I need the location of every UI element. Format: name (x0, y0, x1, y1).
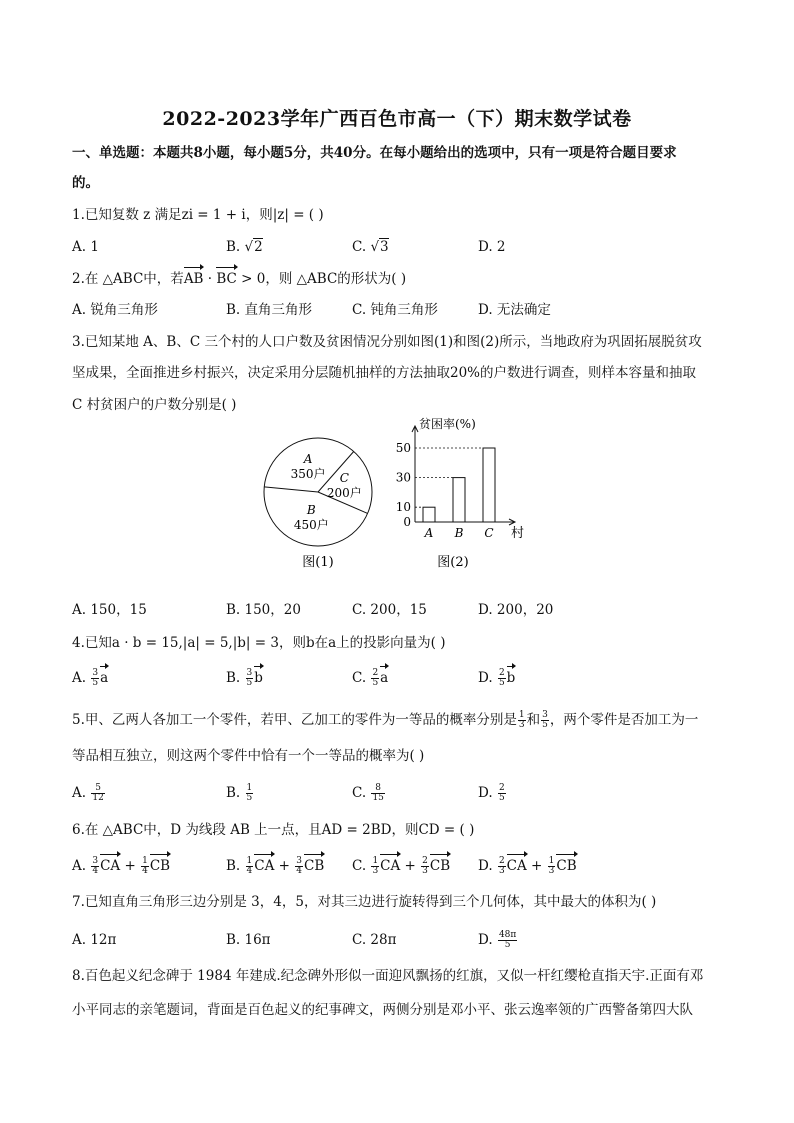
q7-option-c: C. 28π (352, 932, 397, 948)
bar-x-tick-A: A (424, 526, 434, 540)
bar-x-tick-B: B (454, 526, 464, 540)
question-7-options (72, 930, 722, 950)
question-2-options (72, 300, 722, 320)
bar-chart (396, 416, 524, 570)
bar-y-tick-0: 0 (403, 515, 411, 529)
q7-option-a: A. 12π (72, 932, 117, 948)
q6-option-b: B. $\frac{1}{4}$ CA + $\frac{3}{4}$ CB (226, 856, 325, 876)
q6-option-c: C. $\frac{1}{3}$ CA + $\frac{2}{3}$ CB (352, 856, 451, 876)
pie-value-C: 200户 (326, 486, 362, 501)
bar-y-tick-30: 30 (395, 470, 411, 485)
bar-y-label: 贫困率(%) (419, 417, 476, 431)
question-6-options (72, 856, 722, 876)
section-heading-cont: 的。 (72, 175, 99, 191)
question-6-stem: 6.在 △ABC中，D 为线段 AB 上一点，且AD = 2BD，则CD = ( ) (72, 822, 475, 838)
q1-option-b: B. √2 (226, 239, 263, 255)
q2-option-d: D. 无法确定 (478, 302, 551, 318)
q6-option-d: D. $\frac{2}{3}$ CA + $\frac{1}{3}$ CB (478, 856, 577, 876)
q4-option-b: B. $\frac{3}{5}$ b (226, 668, 263, 688)
q1-option-d: D. 2 (478, 239, 506, 255)
question-3-line1: 3.已知某地 A、B、C 三个村的人口户数及贫困情况分别如图(1)和图(2)所示，当地政府为巩固拓展脱贫攻 (72, 334, 702, 350)
pie-slice-A (264, 487, 318, 492)
pie-value-A: 350户 (290, 466, 326, 481)
q4-option-a: A. $\frac{3}{5}$ a (72, 668, 109, 688)
question-3-figures (260, 414, 530, 574)
q3-option-b: B. 150，20 (226, 602, 301, 618)
bar-y-tick-10: 10 (395, 500, 411, 515)
q2-option-a: A. 锐角三角形 (72, 302, 158, 318)
q5-option-b: B. $\frac{1}{5}$ (226, 783, 253, 803)
bar-C (483, 448, 495, 522)
q5-option-a: A. $\frac{5}{12}$ (72, 783, 104, 803)
question-8-line1: 8.百色起义纪念碑于 1984 年建成.纪念碑外形似一面迎风飘扬的红旗，又似一杆红缨枪直指天宇.正面有邓 (72, 968, 704, 984)
pie-value-B: 450户 (293, 518, 329, 533)
pie-caption: 图(1) (302, 555, 334, 570)
bar-x-label: 村 (511, 526, 525, 541)
question-1-stem: 1.已知复数 z 满足zi = 1 + i，则|z| = ( ) (72, 207, 324, 223)
q5-option-d: D. $\frac{2}{5}$ (478, 783, 505, 803)
question-5-options (72, 783, 722, 803)
question-4-stem: 4.已知a · b = 15,|a| = 5,|b| = 3，则b在a上的投影向量为( ) (72, 635, 446, 651)
pie-label-A: A (303, 451, 313, 466)
q6-option-a: A. $\frac{3}{4}$ CA + $\frac{1}{4}$ CB (72, 856, 171, 876)
question-5-line1: 5.甲、乙两人各加工一个零件，若甲、乙加工的零件为一等品的概率分别是 $\frac{1}{3}$ 和 $\frac{3}{5}$ ，两个零件是否加工为一 (72, 710, 699, 730)
q5-option-c: C. $\frac{8}{15}$ (352, 783, 384, 803)
pie-chart (264, 438, 372, 570)
bar-caption: 图(2) (437, 555, 469, 570)
pie-label-B: B (306, 503, 316, 518)
question-1-options (72, 237, 722, 257)
q4-option-c: C. $\frac{2}{5}$ a (352, 668, 389, 688)
q4-option-d: D. $\frac{2}{5}$ b (478, 668, 516, 688)
bar-x-tick-C: C (484, 526, 494, 540)
question-3-line3: C 村贫困户的户数分别是( ) (72, 397, 237, 413)
pie-label-C: C (339, 471, 349, 486)
q7-option-d: D. $\frac{48\pi}{5}$ (478, 930, 517, 950)
q1-option-c: C. √3 (352, 239, 389, 255)
question-4-options (72, 668, 722, 688)
q1-option-a: A. 1 (72, 239, 99, 255)
bar-B (453, 478, 465, 522)
bar-A (423, 507, 435, 522)
question-2-stem: 2.在 △ABC中，若AB · BC > 0，则 △ABC的形状为( ) (72, 271, 407, 287)
question-8-line2: 小平同志的亲笔题词，背面是百色起义的纪事碑文，两侧分别是邓小平、张云逸率领的广西警备第四大队 (72, 1002, 693, 1018)
q3-option-c: C. 200，15 (352, 602, 427, 618)
section-heading: 一、单选题：本题共8小题，每小题5分，共40分。在每小题给出的选项中，只有一项是符合题目要求 (72, 145, 677, 161)
q3-option-d: D. 200，20 (478, 602, 554, 618)
question-3-options (72, 600, 722, 620)
q2-option-b: B. 直角三角形 (226, 302, 313, 318)
figures-svg (260, 414, 530, 574)
q2-option-c: C. 钝角三角形 (352, 302, 438, 318)
page-title: 2022-2023学年广西百色市高一（下）期末数学试卷 (162, 108, 632, 130)
question-3-line2: 坚成果，全面推进乡村振兴，决定采用分层随机抽样的方法抽取20%的户数进行调查，则样本容量和抽取 (72, 365, 697, 381)
question-7-stem: 7.已知直角三角形三边分别是 3，4，5，对其三边进行旋转得到三个几何体，其中最大的体积为( ) (72, 894, 657, 910)
bar-y-tick-50: 50 (395, 441, 411, 455)
q7-option-b: B. 16π (226, 932, 271, 948)
q3-option-a: A. 150，15 (72, 602, 147, 618)
question-5-line2: 等品相互独立，则这两个零件中恰有一个一等品的概率为( ) (72, 748, 425, 764)
